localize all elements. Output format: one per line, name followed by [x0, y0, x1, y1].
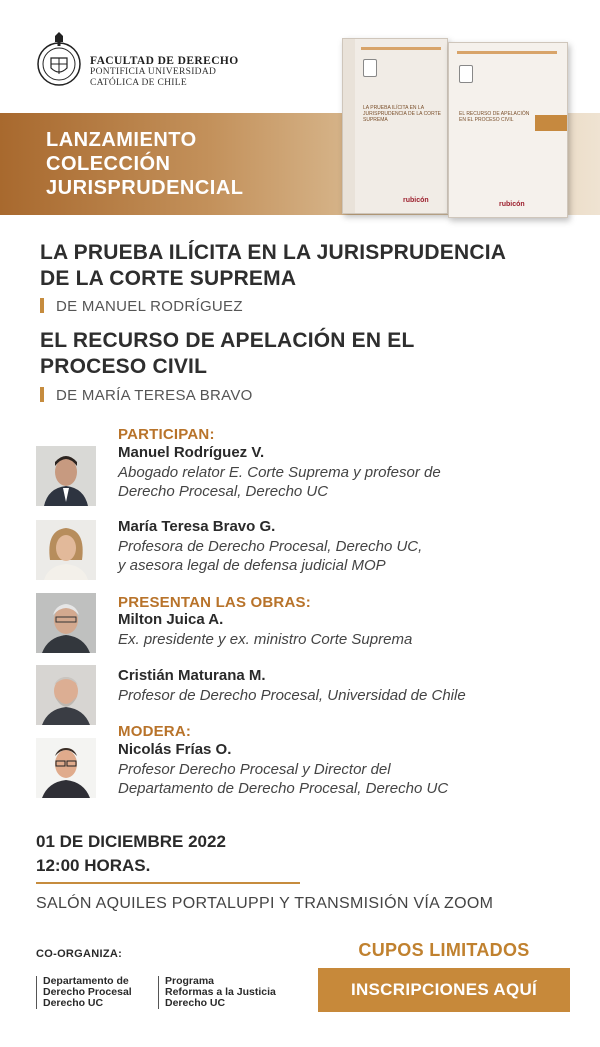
org-departamento-derecho-procesal: [36, 976, 132, 1009]
org-line: Derecho UC: [165, 997, 226, 1009]
banner-line-2: COLECCIÓN: [46, 153, 171, 175]
person-name: Manuel Rodríguez V.: [118, 444, 265, 461]
register-button[interactable]: INSCRIPCIONES AQUÍ: [318, 968, 570, 1012]
org-line: Derecho Procesal: [43, 986, 132, 998]
person-role-line-1: Profesor de Derecho Procesal, Universidad de Chile: [118, 687, 466, 704]
person-role-line-2: Derecho Procesal, Derecho UC: [118, 483, 329, 500]
work-author-2-text: DE MARÍA TERESA BRAVO: [56, 387, 253, 404]
event-date: 01 DE DICIEMBRE 2022: [36, 832, 226, 851]
book-seal-icon: [459, 65, 473, 83]
section-present: PRESENTAN LAS OBRAS:: [118, 594, 311, 611]
divider: [36, 882, 300, 884]
work-title-2: [40, 328, 585, 380]
university-seal-logo: [36, 32, 82, 94]
book-seal-icon: [363, 59, 377, 77]
avatar-manuel-rodriguez: [36, 446, 96, 506]
book-cover-stripe: [535, 115, 568, 131]
work-title-1-line-1: LA PRUEBA ILÍCITA EN LA JURISPRUDENCIA: [40, 241, 507, 264]
banner-title: [46, 128, 326, 200]
book-top-line: [361, 47, 441, 50]
person-role: [118, 686, 588, 705]
avatar-nicolas-frias: [36, 738, 96, 798]
avatar-milton-juica: [36, 593, 96, 653]
work-author-1-text: DE MANUEL RODRÍGUEZ: [56, 298, 243, 315]
person-name: María Teresa Bravo G.: [118, 518, 276, 535]
person-name: Nicolás Frías O.: [118, 741, 232, 758]
person-role-line-2: Departamento de Derecho Procesal, Derecho UC: [118, 780, 449, 797]
avatar-cristian-maturana: [36, 665, 96, 725]
book-publisher: rubicón: [403, 197, 429, 204]
book-cover-title: EL RECURSO DE APELACIÓN EN EL PROCESO CIVIL: [459, 111, 530, 123]
work-author-1: [40, 298, 243, 315]
event-venue: SALÓN AQUILES PORTALUPPI Y TRANSMISIÓN VÍA ZOOM: [36, 895, 494, 912]
coorganiza-label: CO-ORGANIZA:: [36, 948, 123, 960]
work-author-2: [40, 387, 253, 404]
faculty-wordmark: [90, 56, 239, 89]
person-name: Milton Juica A.: [118, 611, 224, 628]
book-cover-title: LA PRUEBA ILÍCITA EN LA JURISPRUDENCIA DE LA CORTE SUPREMA: [363, 105, 441, 123]
person-name: Cristián Maturana M.: [118, 667, 266, 684]
person-role: [118, 537, 588, 575]
work-title-2-line-1: EL RECURSO DE APELACIÓN EN EL: [40, 329, 415, 352]
section-participate: PARTICIPAN:: [118, 426, 215, 443]
person-role: [118, 760, 588, 798]
accent-bar: [40, 387, 44, 402]
accent-bar: [40, 298, 44, 313]
university-line-1: PONTIFICIA UNIVERSIDAD: [90, 67, 217, 77]
person-role-line-1: Ex. presidente y ex. ministro Corte Suprema: [118, 631, 413, 648]
event-time: 12:00 HORAS.: [36, 856, 151, 875]
org-line: Departamento de: [43, 975, 129, 987]
book-cover-recurso-apelacion: [448, 42, 568, 218]
banner-line-3: JURISPRUDENCIAL: [46, 177, 244, 199]
book-top-line: [457, 51, 557, 54]
person-role-line-1: Profesora de Derecho Procesal, Derecho UC,: [118, 538, 423, 555]
section-moderate: MODERA:: [118, 723, 192, 740]
book-cover-prueba-ilicita: [342, 38, 448, 214]
work-title-1: [40, 240, 585, 292]
person-role-line-1: Abogado relator E. Corte Suprema y profesor de: [118, 464, 441, 481]
book-publisher: rubicón: [499, 201, 525, 208]
person-role: [118, 463, 588, 501]
org-programa-reformas: [158, 976, 276, 1009]
work-title-1-line-2: DE LA CORTE SUPREMA: [40, 267, 297, 290]
org-line: Derecho UC: [43, 997, 104, 1009]
faculty-name: FACULTAD DE DERECHO: [90, 55, 239, 67]
org-line: Programa: [165, 975, 215, 987]
work-title-2-line-2: PROCESO CIVIL: [40, 355, 208, 378]
person-role-line-2: y asesora legal de defensa judicial MOP: [118, 557, 386, 574]
event-datetime: [36, 830, 226, 878]
book-spine: [343, 39, 355, 213]
person-role-line-1: Profesor Derecho Procesal y Director del: [118, 761, 391, 778]
university-line-2: CATÓLICA DE CHILE: [90, 78, 187, 88]
avatar-maria-teresa-bravo: [36, 520, 96, 580]
limited-seats-label: CUPOS LIMITADOS: [358, 940, 530, 960]
person-role: [118, 630, 588, 649]
org-line: Reformas a la Justicia: [165, 986, 276, 998]
banner-line-1: LANZAMIENTO: [46, 129, 197, 151]
